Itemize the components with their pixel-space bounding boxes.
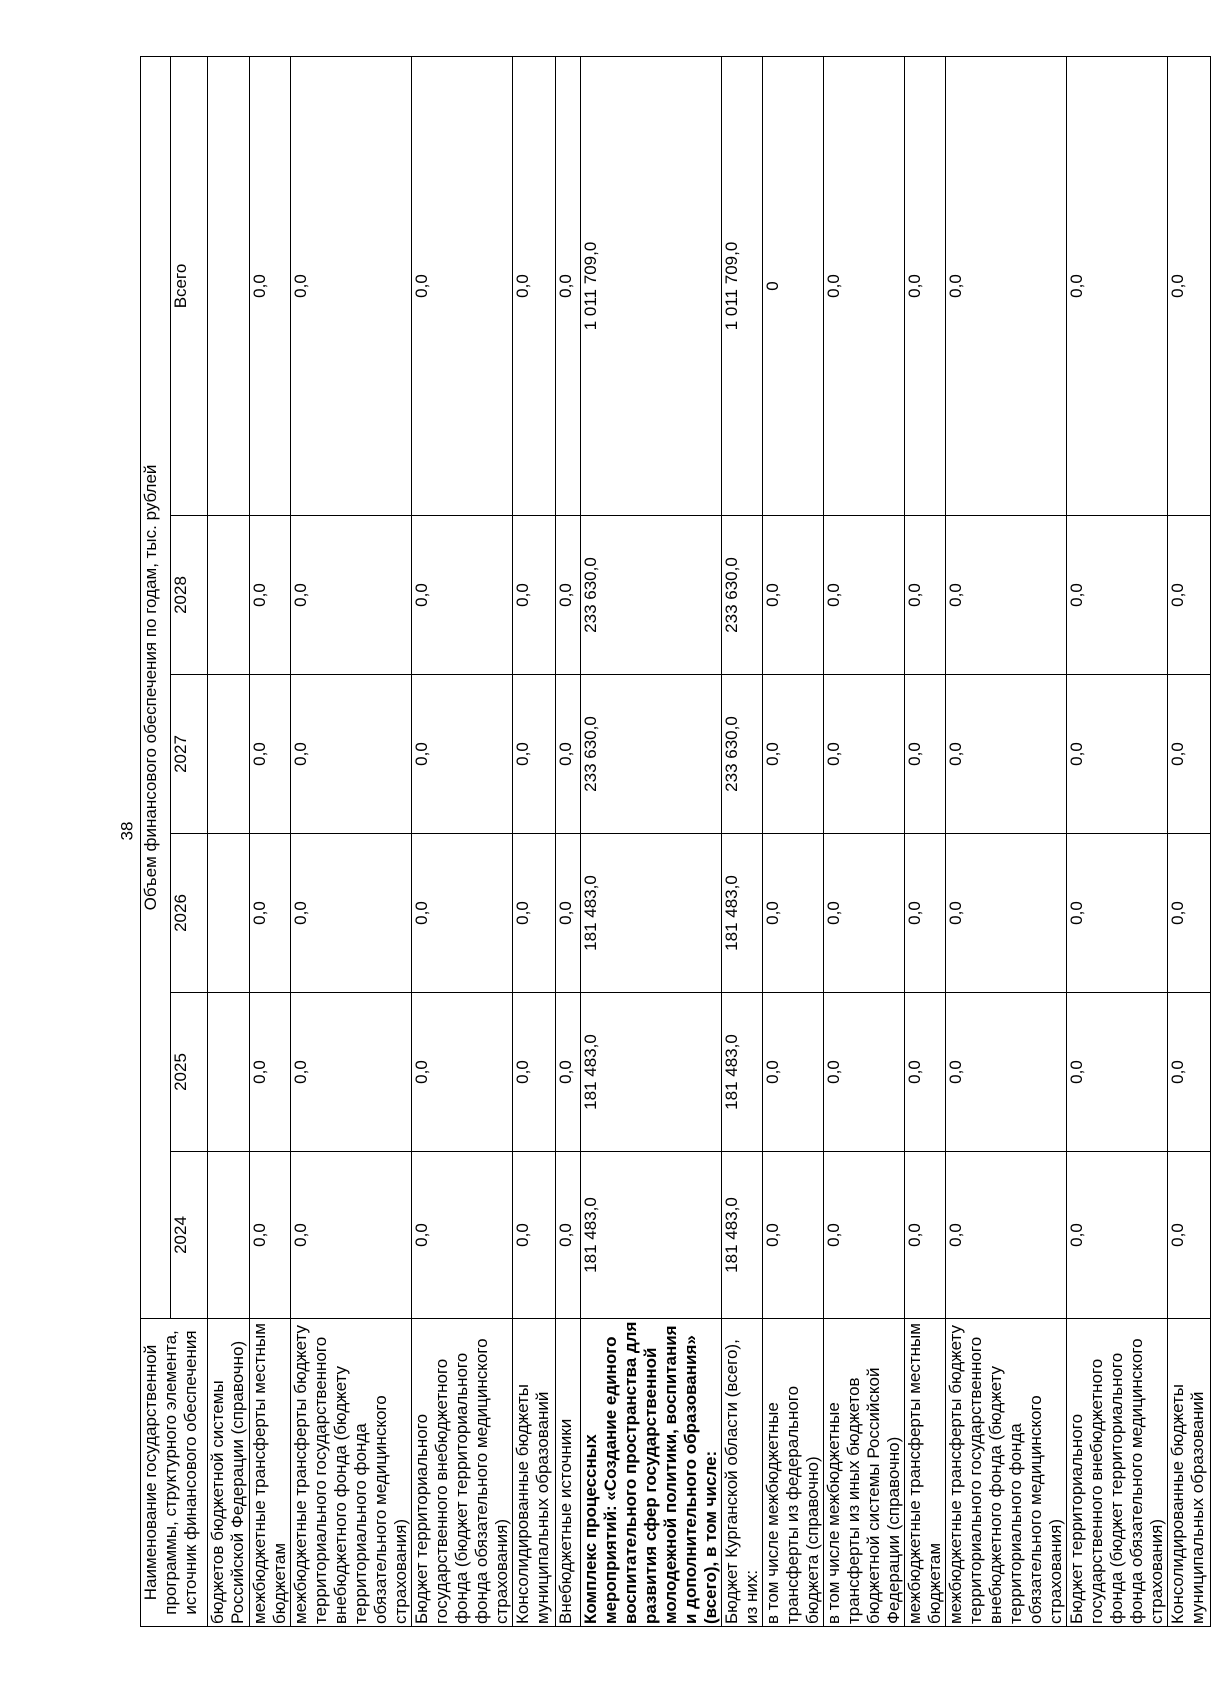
row-year-value: 0,0 [946, 993, 1067, 1152]
row-year-value: 0,0 [824, 993, 905, 1152]
page-number [116, 811, 138, 851]
row-year-value: 0,0 [412, 834, 513, 993]
row-total-value: 0,0 [291, 56, 412, 515]
row-year-value: 0,0 [905, 1152, 946, 1319]
header-name-col: Наименование государственной программы, структурного элемента, источник финансового обеспечения [141, 1319, 208, 1627]
header-row-1 [141, 56, 171, 1626]
table-row [905, 56, 946, 1626]
row-year-value: 0,0 [763, 1152, 824, 1319]
row-year-value: 0,0 [763, 993, 824, 1152]
header-year: 2026 [171, 834, 208, 993]
row-year-value: 181 483,0 [581, 1152, 722, 1319]
row-total-value: 0,0 [905, 56, 946, 515]
table-row [250, 56, 291, 1626]
row-source-name: бюджетов бюджетной системы Российской Федерации (справочно) [208, 1319, 250, 1627]
row-year-value: 0,0 [556, 675, 581, 834]
financing-table [140, 56, 1211, 1627]
header-year: 2027 [171, 675, 208, 834]
row-year-value: 0,0 [513, 993, 556, 1152]
table-row [412, 56, 513, 1626]
table-row [291, 56, 412, 1626]
row-year-value: 0,0 [250, 834, 291, 993]
row-year-value: 0,0 [1067, 675, 1168, 834]
row-year-value: 0,0 [1168, 675, 1211, 834]
row-year-value [208, 516, 250, 675]
row-year-value: 0,0 [1067, 1152, 1168, 1319]
row-year-value: 0,0 [556, 1152, 581, 1319]
table-row [946, 56, 1067, 1626]
row-year-value: 0,0 [513, 834, 556, 993]
header-group: Объем финансового обеспечения по годам, тыс. рублей [141, 56, 171, 1318]
row-source-name: межбюджетные трансферты местным бюджетам [250, 1319, 291, 1627]
row-year-value: 0,0 [1168, 1152, 1211, 1319]
row-source-name: межбюджетные трансферты бюджету территориального государственного внебюджетного фонда (бюджету территориального фонда обязательного медицинского страхования) [946, 1319, 1067, 1627]
row-year-value: 0,0 [250, 675, 291, 834]
row-source-name: Консолидированные бюджеты муниципальных образований [1168, 1319, 1211, 1627]
row-total-value: 0,0 [824, 56, 905, 515]
row-year-value: 0,0 [824, 675, 905, 834]
row-source-name: межбюджетные трансферты бюджету территориального государственного внебюджетного фонда (бюджету территориального фонда обязательного медицинского страхования) [291, 1319, 412, 1627]
row-year-value [208, 675, 250, 834]
row-year-value: 181 483,0 [722, 993, 763, 1152]
row-year-value: 0,0 [556, 834, 581, 993]
row-year-value: 0,0 [824, 834, 905, 993]
row-year-value: 0,0 [1168, 516, 1211, 675]
row-year-value: 0,0 [291, 834, 412, 993]
row-year-value: 0,0 [412, 516, 513, 675]
row-total-value: 1 011 709,0 [722, 56, 763, 515]
table-row [556, 56, 581, 1626]
row-year-value [208, 993, 250, 1152]
row-year-value: 0,0 [824, 1152, 905, 1319]
row-year-value: 233 630,0 [581, 516, 722, 675]
row-year-value: 0,0 [905, 834, 946, 993]
row-year-value: 0,0 [946, 1152, 1067, 1319]
row-total-value: 0,0 [250, 56, 291, 515]
row-year-value: 0,0 [905, 993, 946, 1152]
row-year-value [208, 834, 250, 993]
row-year-value: 0,0 [412, 675, 513, 834]
row-total-value: 0 [763, 56, 824, 515]
row-year-value: 0,0 [412, 993, 513, 1152]
row-total-value: 0,0 [1067, 56, 1168, 515]
row-year-value: 0,0 [513, 675, 556, 834]
row-year-value: 0,0 [1067, 516, 1168, 675]
row-source-name: Консолидированные бюджеты муниципальных образований [513, 1319, 556, 1627]
row-total-value: 0,0 [946, 56, 1067, 515]
row-total-value: 0,0 [556, 56, 581, 515]
row-total-value: 0,0 [412, 56, 513, 515]
row-year-value: 0,0 [763, 834, 824, 993]
row-total-value: 1 011 709,0 [581, 56, 722, 515]
table-row [722, 56, 763, 1626]
row-year-value: 0,0 [291, 516, 412, 675]
row-source-name: Внебюджетные источники [556, 1319, 581, 1627]
rotated-table-container [140, 57, 1207, 1627]
row-total-value: 0,0 [513, 56, 556, 515]
row-year-value: 0,0 [250, 516, 291, 675]
row-total-value: 0,0 [1168, 56, 1211, 515]
row-source-name: Бюджет Курганской области (всего), из них: [722, 1319, 763, 1627]
row-year-value: 0,0 [412, 1152, 513, 1319]
table-row [208, 56, 250, 1626]
header-year: 2028 [171, 516, 208, 675]
row-year-value: 0,0 [556, 993, 581, 1152]
table-row [513, 56, 556, 1626]
row-year-value: 0,0 [824, 516, 905, 675]
row-year-value: 181 483,0 [722, 834, 763, 993]
row-year-value: 0,0 [1067, 993, 1168, 1152]
row-year-value: 0,0 [1168, 993, 1211, 1152]
row-source-name: в том числе межбюджетные трансферты из федерального бюджета (справочно) [763, 1319, 824, 1627]
header-year: 2024 [171, 1152, 208, 1319]
table-row [824, 56, 905, 1626]
row-year-value: 0,0 [250, 1152, 291, 1319]
table-row [763, 56, 824, 1626]
row-year-value: 233 630,0 [722, 516, 763, 675]
row-source-name: в том числе межбюджетные трансферты из иных бюджетов бюджетной системы Российской Федерации (справочно) [824, 1319, 905, 1627]
row-source-name: Бюджет территориального государственного внебюджетного фонда (бюджет территориального фонда обязательного медицинского страхования) [1067, 1319, 1168, 1627]
row-year-value: 0,0 [1168, 834, 1211, 993]
row-year-value: 0,0 [946, 834, 1067, 993]
table-row [1067, 56, 1168, 1626]
row-year-value [208, 1152, 250, 1319]
row-source-name: Бюджет территориального государственного внебюджетного фонда (бюджет территориального фонда обязательного медицинского страхования) [412, 1319, 513, 1627]
row-year-value: 181 483,0 [581, 993, 722, 1152]
row-year-value: 0,0 [513, 516, 556, 675]
row-year-value: 0,0 [556, 516, 581, 675]
row-year-value: 0,0 [946, 516, 1067, 675]
row-year-value: 0,0 [905, 675, 946, 834]
row-source-name: Комплекс процессных мероприятий: «Создание единого воспитательного пространства для развития сфер государственной молодежной политики, воспитания и дополнительного образования» (всего), в том числе: [581, 1319, 722, 1627]
row-year-value: 181 483,0 [581, 834, 722, 993]
row-year-value: 0,0 [291, 993, 412, 1152]
row-year-value: 0,0 [763, 516, 824, 675]
header-total: Всего [171, 56, 208, 515]
row-year-value: 0,0 [291, 675, 412, 834]
row-year-value: 0,0 [291, 1152, 412, 1319]
header-year: 2025 [171, 993, 208, 1152]
row-total-value [208, 56, 250, 515]
row-year-value: 233 630,0 [722, 675, 763, 834]
row-year-value: 0,0 [946, 675, 1067, 834]
row-year-value: 0,0 [1067, 834, 1168, 993]
row-year-value: 233 630,0 [581, 675, 722, 834]
row-year-value: 0,0 [250, 993, 291, 1152]
row-year-value: 0,0 [513, 1152, 556, 1319]
table-row [581, 56, 722, 1626]
row-year-value: 0,0 [905, 516, 946, 675]
row-source-name: межбюджетные трансферты местным бюджетам [905, 1319, 946, 1627]
table-row [1168, 56, 1211, 1626]
page-number-text: 38 [116, 821, 136, 841]
row-year-value: 0,0 [763, 675, 824, 834]
row-year-value: 181 483,0 [722, 1152, 763, 1319]
